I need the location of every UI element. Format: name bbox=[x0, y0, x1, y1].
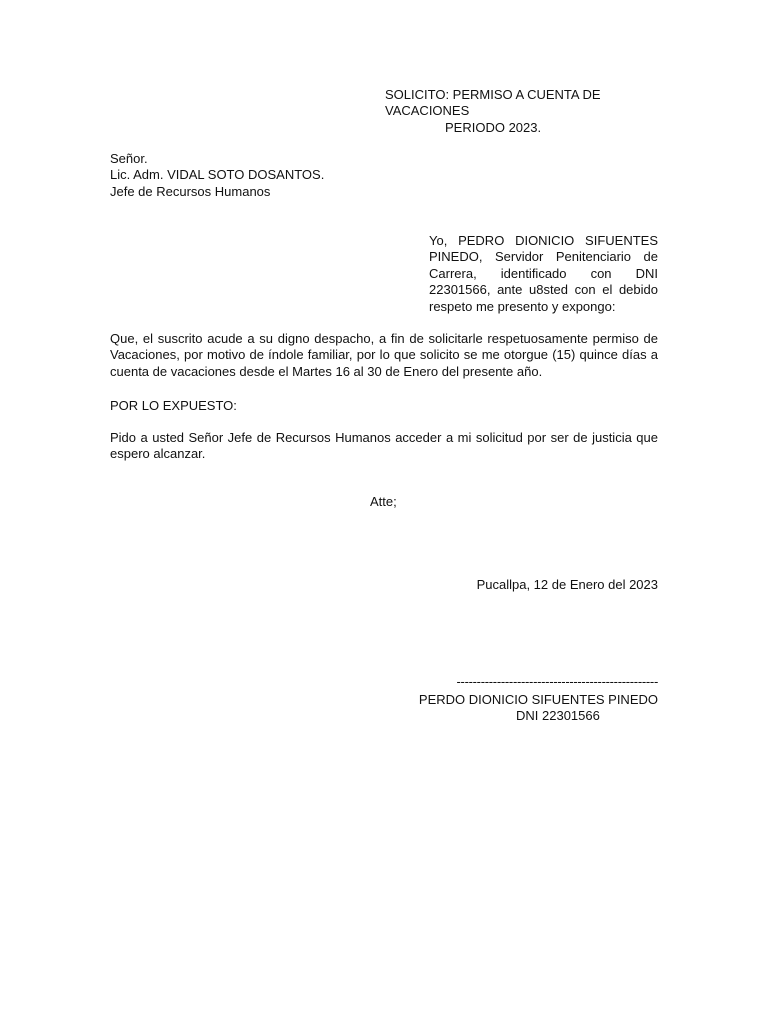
body-paragraph: Que, el suscrito acude a su digno despacho, a fin de solicitarle respetuosamente permiso de Vacaciones, por motivo de índole familiar, por lo que solicito se me otorgue (15) quince días a cuenta de vacaciones desde el Martes 16 al 30 de Enero del presente año. bbox=[110, 331, 658, 379]
subject-block bbox=[370, 87, 670, 136]
request-paragraph: Pido a usted Señor Jefe de Recursos Humanos acceder a mi solicitud por ser de justicia que espero alcanzar. bbox=[110, 430, 658, 462]
addressee-name: Lic. Adm. VIDAL SOTO DOSANTOS. bbox=[110, 167, 325, 183]
signature-line: -------------------------------------------------- bbox=[456, 674, 658, 689]
signature-name: PERDO DIONICIO SIFUENTES PINEDO bbox=[418, 692, 658, 707]
addressee-block bbox=[110, 151, 510, 200]
place-date: Pucallpa, 12 de Enero del 2023 bbox=[476, 577, 658, 592]
subject-line-1: SOLICITO: PERMISO A CUENTA DE VACACIONES bbox=[385, 87, 601, 119]
signature-dni: DNI 22301566 bbox=[516, 708, 600, 723]
subject-line-2: PERIODO 2023. bbox=[445, 119, 542, 135]
intro-paragraph: Yo, PEDRO DIONICIO SIFUENTES PINEDO, Servidor Penitenciario de Carrera, identificado con DNI 22301566, ante u8sted con el debido respeto me presento y expongo: bbox=[429, 233, 658, 314]
por-lo-expuesto: POR LO EXPUESTO: bbox=[110, 398, 237, 413]
salutation: Señor. bbox=[110, 151, 148, 166]
addressee-position: Jefe de Recursos Humanos bbox=[110, 183, 271, 199]
closing: Atte; bbox=[370, 494, 397, 509]
